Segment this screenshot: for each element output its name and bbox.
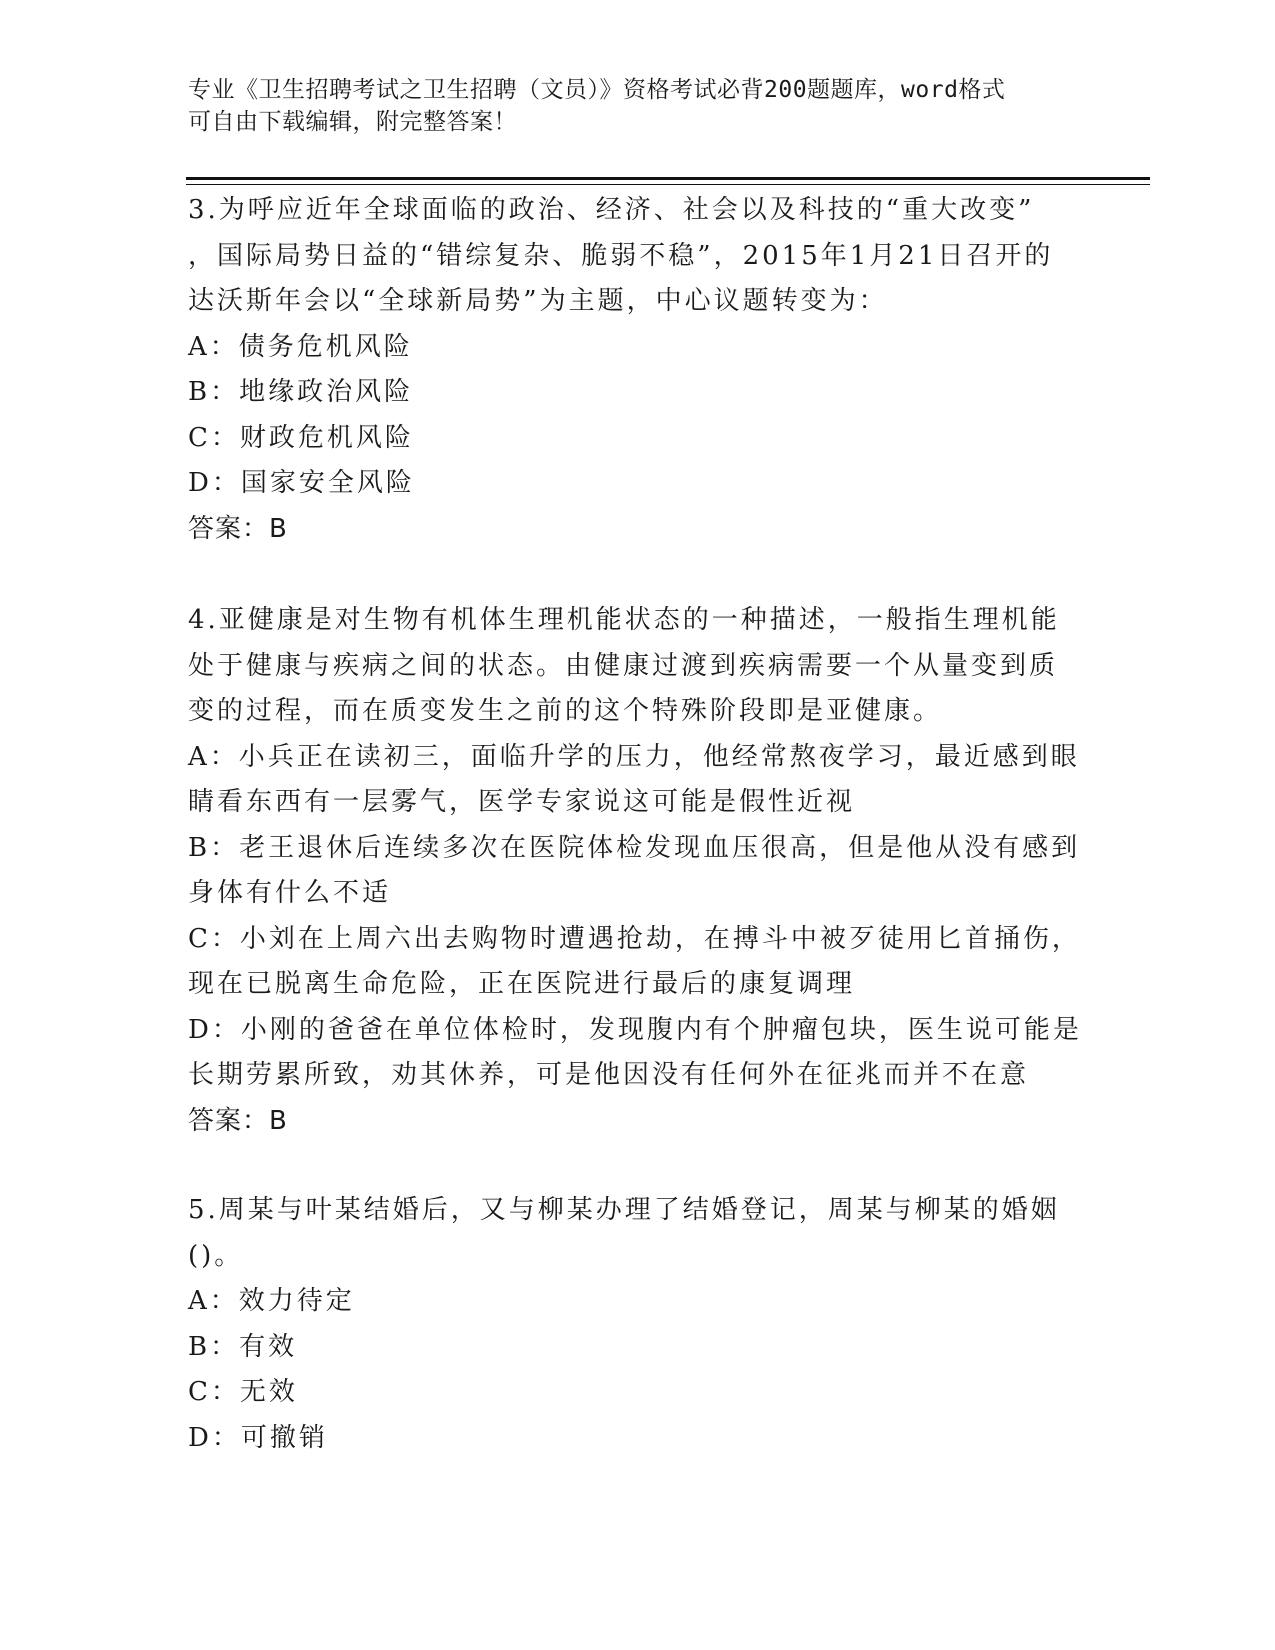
option-a: A：效力待定 [188,1286,355,1316]
option-d-continued: 长期劳累所致，劝其休养，可是他因没有任何外在征兆而并不在意 [188,1060,1030,1090]
header-divider-thin [186,184,1150,185]
option-c: C：小刘在上周六出去购物时遭遇抢劫，在搏斗中被歹徒用匕首捅伤， [188,923,1081,954]
question-5 [188,1188,1088,1461]
question-4 [188,598,1088,1144]
option-a: A：债务危机风险 [188,331,413,362]
header-title-line-1: 专业《卫生招聘考试之卫生招聘（文员）》资格考试必背200题题库，word格式 [188,77,1006,103]
option-b: B：地缘政治风险 [188,377,414,407]
option-a-continued: 睛看东西有一层雾气，医学专家说这可能是假性近视 [188,787,856,817]
question-stem-line: 5.周某与叶某结婚后，又与柳某办理了结婚登记，周某与柳某的婚姻 [188,1195,1060,1225]
question-stem-line: 处于健康与疾病之间的状态。由健康过渡到疾病需要一个从量变到质 [188,650,1059,681]
header-divider-thick [186,177,1150,180]
answer-label: 答案：B [188,513,288,544]
answer-label: 答案：B [188,1105,288,1136]
option-d: D：可撤销 [188,1422,328,1453]
question-stem-line: ，国际局势日益的“错综复杂、脆弱不稳”，2015年1月21日召开的 [188,240,1054,271]
option-c: C：无效 [188,1377,298,1407]
option-c: C：财政危机风险 [188,422,414,453]
option-b-continued: 身体有什么不适 [188,878,392,908]
question-3 [188,188,1088,552]
document-header [188,74,1068,138]
option-d: D：国家安全风险 [188,468,415,498]
question-stem-line: ()。 [188,1240,244,1271]
question-stem-line: 达沃斯年会以“全球新局势”为主题，中心议题转变为： [188,286,888,316]
option-d: D：小刚的爸爸在单位体检时，发现腹内有个肿瘤包块，医生说可能是 [188,1014,1082,1045]
question-stem-line: 变的过程，而在质变发生之前的这个特殊阶段即是亚健康。 [188,696,943,726]
option-a: A：小兵正在读初三，面临升学的压力，他经常熬夜学习，最近感到眼 [188,741,1080,772]
question-stem-line: 4.亚健康是对生物有机体生理机能状态的一种描述，一般指生理机能 [188,605,1060,635]
question-stem-line: 3.为呼应近年全球面临的政治、经济、社会以及科技的“重大改变” [188,195,1035,225]
header-title-line-2: 可自由下载编辑，附完整答案！ [188,109,517,135]
option-c-continued: 现在已脱离生命危险，正在医院进行最后的康复调理 [188,969,856,999]
option-b: B：有效 [188,1331,298,1362]
option-b: B：老王退休后连续多次在医院体检发现血压很高，但是他从没有感到 [188,832,1081,863]
